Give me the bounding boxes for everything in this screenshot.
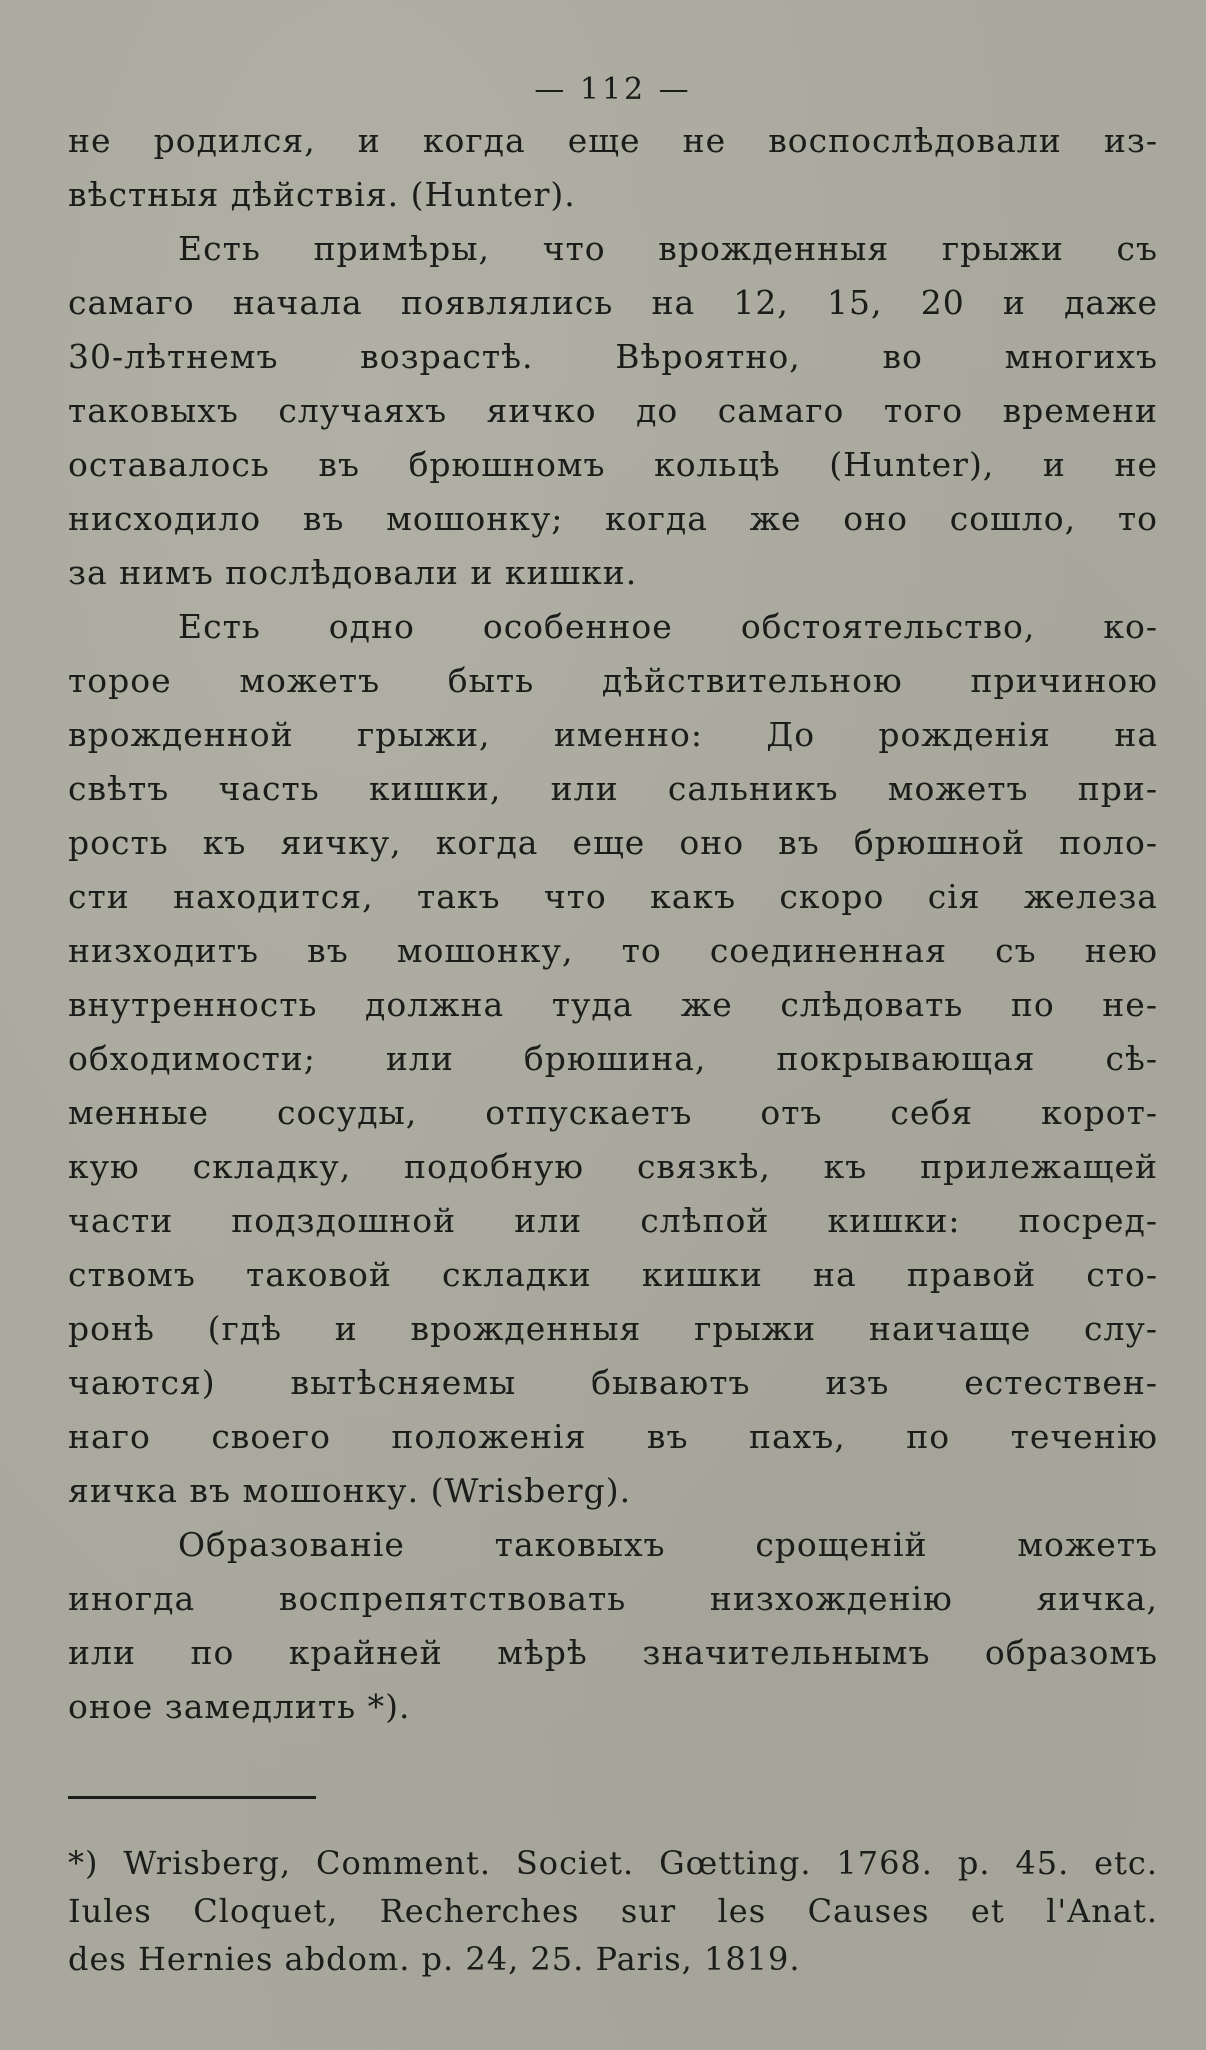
text-line: самаго начала появлялись на 12, 15, 20 и даже bbox=[68, 283, 1158, 322]
text-line: Образованіе таковыхъ срощеній можетъ bbox=[178, 1525, 1158, 1564]
paragraph-4 bbox=[68, 1518, 1158, 1734]
text-line: за нимъ послѣдовали и кишки. bbox=[68, 553, 638, 592]
text-line: свѣтъ часть кишки, или сальникъ можетъ при- bbox=[68, 769, 1158, 808]
footnote-line: des Hernies abdom. p. 24, 25. Paris, 1819. bbox=[68, 1940, 801, 1978]
text-line: внутренность должна туда же слѣдовать по не- bbox=[68, 985, 1158, 1024]
paragraph-3 bbox=[68, 600, 1158, 1518]
text-line: наго своего положенія въ пахъ, по теченію bbox=[68, 1417, 1158, 1456]
text-line: торое можетъ быть дѣйствительною причиною bbox=[68, 661, 1158, 700]
footnote-line: Iules Cloquet, Recherches sur les Causes et l'Anat. bbox=[68, 1892, 1158, 1930]
footnote-divider bbox=[68, 1796, 316, 1799]
text-line: менные сосуды, отпускаетъ отъ себя корот- bbox=[68, 1093, 1158, 1132]
text-line: 30-лѣтнемъ возрастѣ. Вѣроятно, во многихъ bbox=[68, 337, 1158, 376]
page-number: — 112 — bbox=[534, 72, 692, 107]
text-line: чаются) вытѣсняемы бываютъ изъ естествен- bbox=[68, 1363, 1158, 1402]
page-content bbox=[68, 70, 1158, 1983]
paragraph-2 bbox=[68, 222, 1158, 600]
text-line: не родился, и когда еще не воспослѣдовали из- bbox=[68, 121, 1158, 160]
text-line: ронѣ (гдѣ и врожденныя грыжи наичаще слу- bbox=[68, 1309, 1158, 1348]
text-line: обходимости; или брюшина, покрывающая сѣ- bbox=[68, 1039, 1158, 1078]
text-line: рость къ яичку, когда еще оно въ брюшной поло- bbox=[68, 823, 1158, 862]
text-line: или по крайней мѣрѣ значительнымъ образомъ bbox=[68, 1633, 1158, 1672]
footnote bbox=[68, 1839, 1158, 1983]
text-line: оставалось въ брюшномъ кольцѣ (Hunter), и не bbox=[68, 445, 1158, 484]
text-line: части подздошной или слѣпой кишки: посред- bbox=[68, 1201, 1158, 1240]
text-line: Есть примѣры, что врожденныя грыжи съ bbox=[178, 229, 1158, 268]
text-line: низходитъ въ мошонку, то соединенная съ нею bbox=[68, 931, 1158, 970]
text-line: Есть одно особенное обстоятельство, ко- bbox=[178, 607, 1158, 646]
text-line: кую складку, подобную связкѣ, къ прилежащей bbox=[68, 1147, 1158, 1186]
text-line: врожденной грыжи, именно: До рожденія на bbox=[68, 715, 1158, 754]
text-line: вѣстныя дѣйствія. (Hunter). bbox=[68, 175, 576, 214]
text-line: нисходило въ мошонку; когда же оно сошло, то bbox=[68, 499, 1158, 538]
text-line: оное замедлить *). bbox=[68, 1687, 411, 1726]
text-line: ствомъ таковой складки кишки на правой сто- bbox=[68, 1255, 1158, 1294]
text-line: яичка въ мошонку. (Wrisberg). bbox=[68, 1471, 632, 1510]
footnote-line: *) Wrisberg, Comment. Societ. Gœtting. 1768. p. 45. etc. bbox=[68, 1844, 1158, 1882]
text-line: сти находится, такъ что какъ скоро сія железа bbox=[68, 877, 1158, 916]
text-line: иногда воспрепятствовать низхожденію яичка, bbox=[68, 1579, 1158, 1618]
paragraph-1 bbox=[68, 114, 1158, 222]
text-line: таковыхъ случаяхъ яичко до самаго того времени bbox=[68, 391, 1158, 430]
